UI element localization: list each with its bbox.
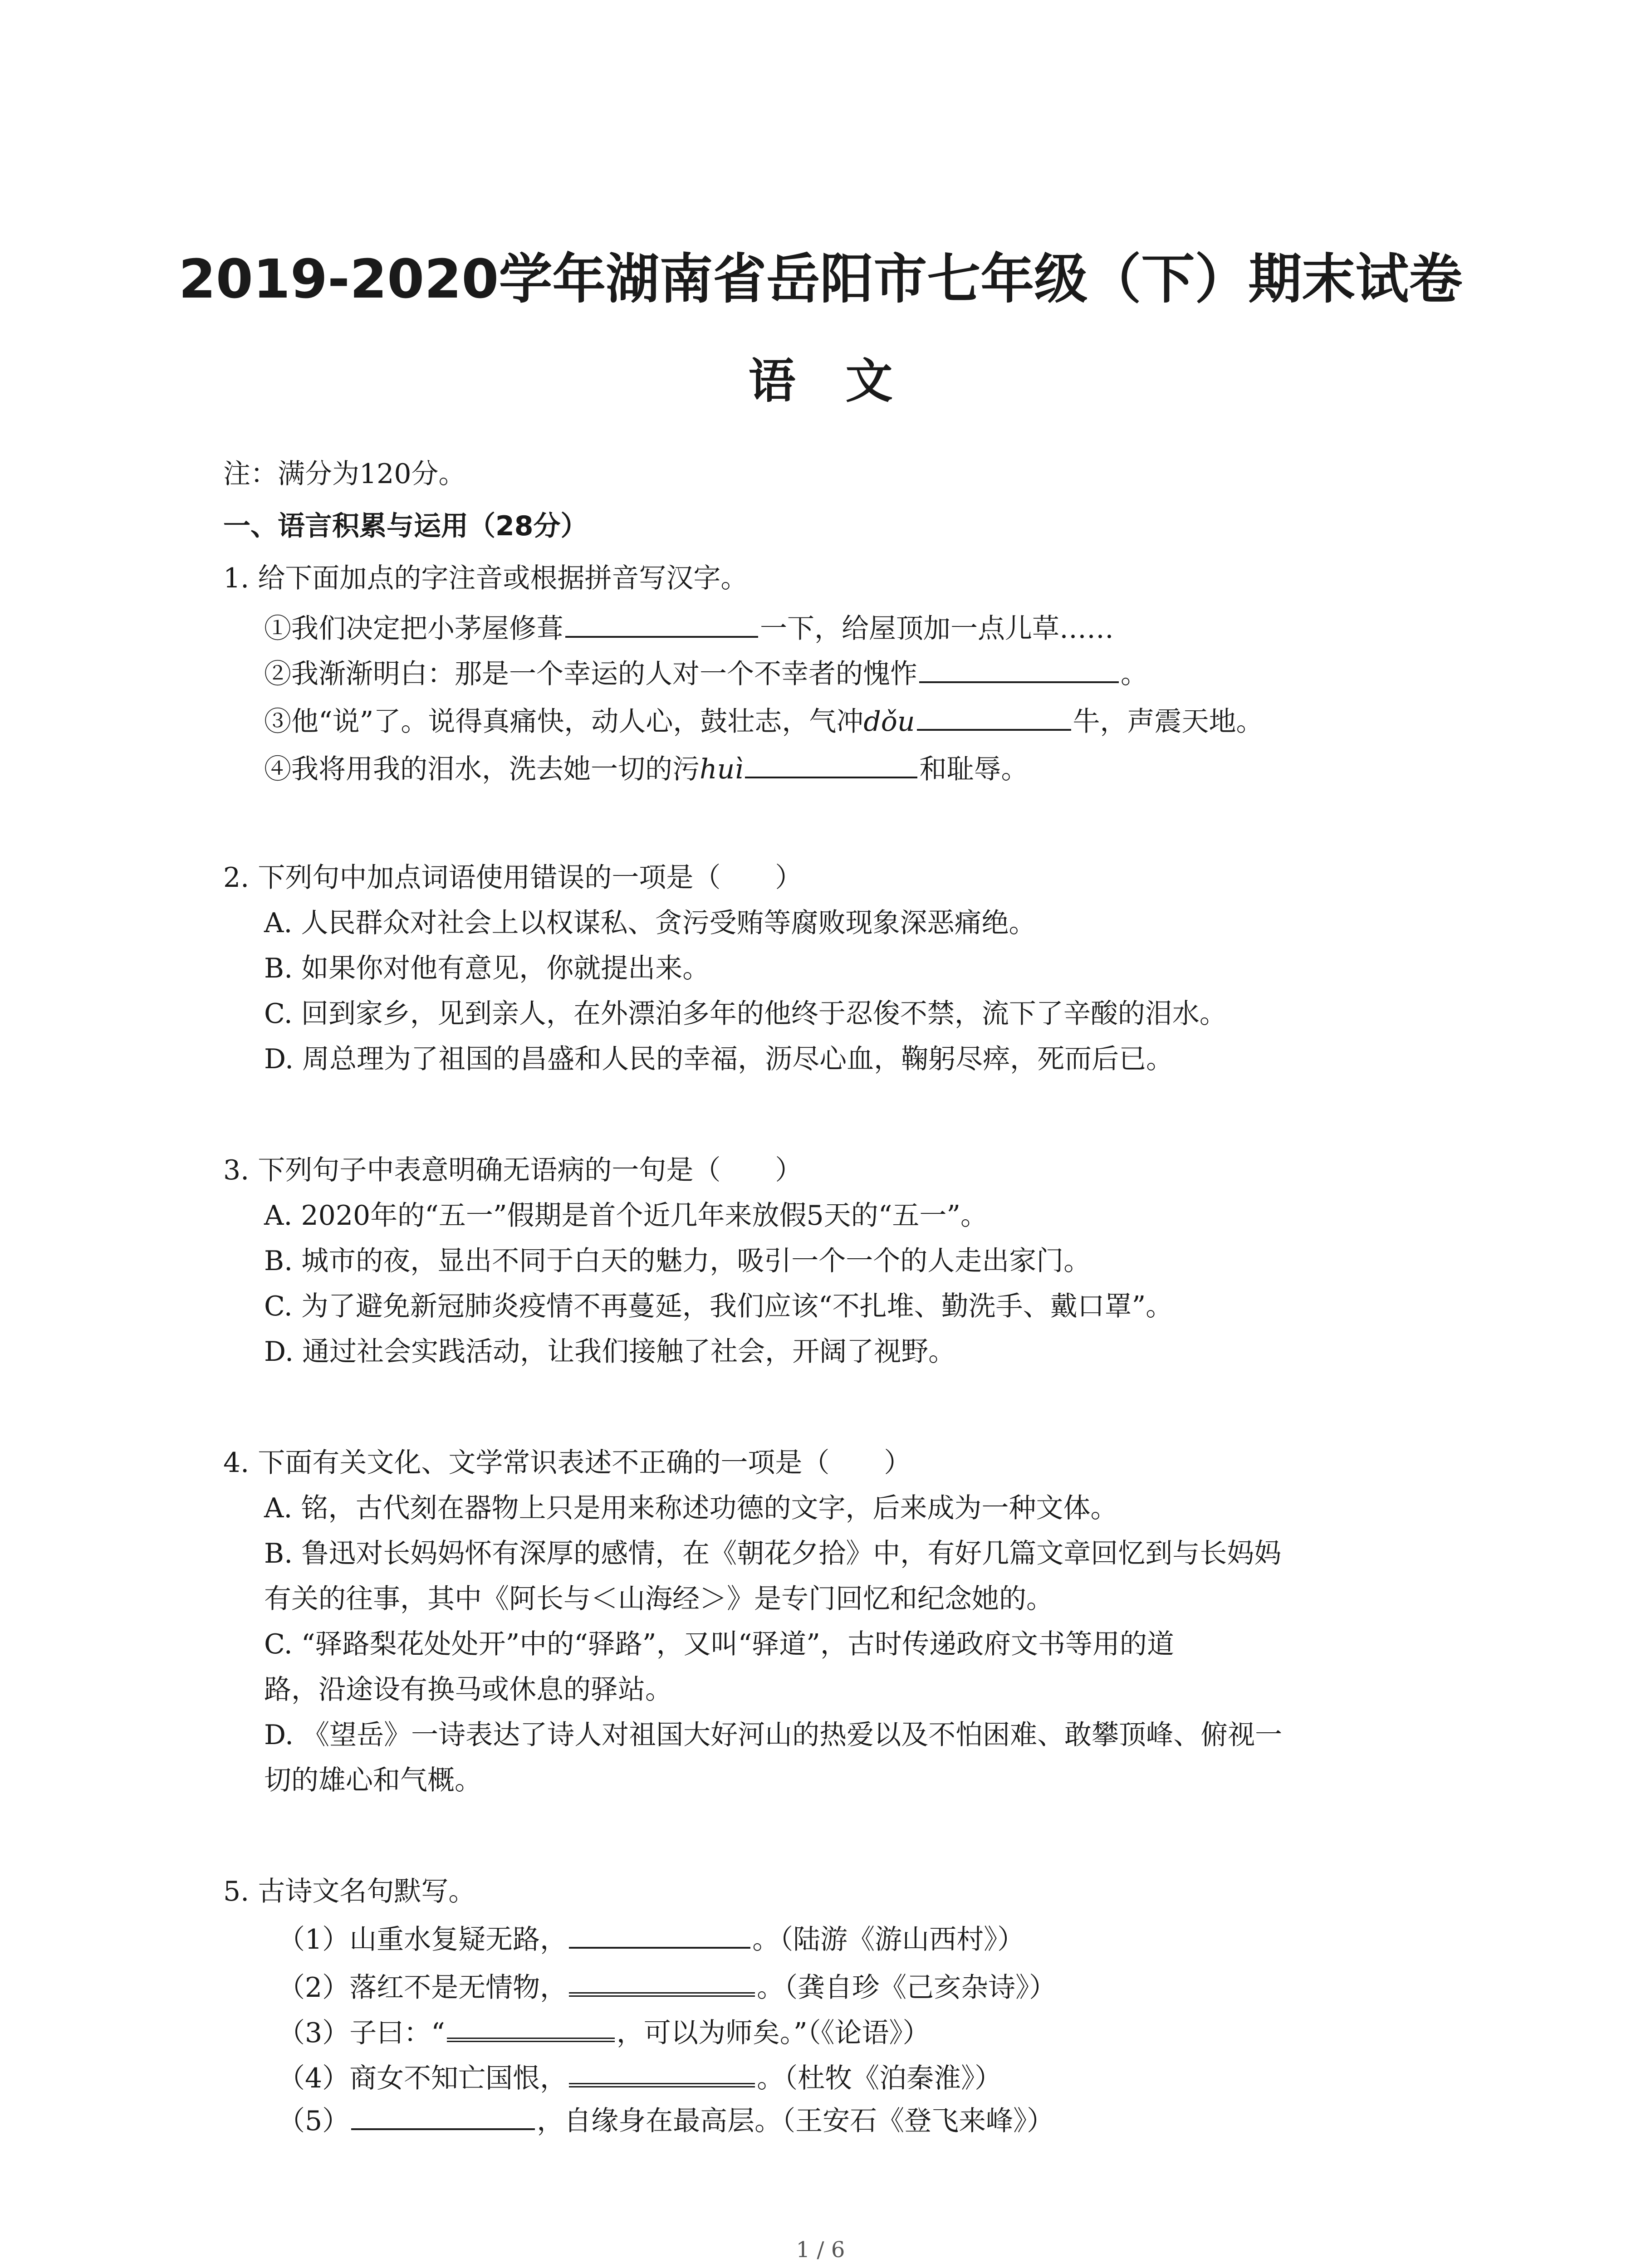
question-1-stem: 1. 给下面加点的字注音或根据拼音写汉字。: [223, 562, 748, 594]
option-d: D. 《望岳》一诗表达了诗人对祖国大好河山的热爱以及不怕困难、敢攀顶峰、俯视一: [264, 1719, 1283, 1751]
exam-title: 2019-2020学年湖南省岳阳市七年级（下）期末试卷: [178, 248, 1463, 310]
pinyin-text: dǒu: [863, 706, 915, 738]
option-a: A. 铭，古代刻在器物上只是用来称述功德的文字，后来成为一种文体。: [264, 1492, 1118, 1524]
answer-blank[interactable]: [745, 748, 917, 778]
answer-blank[interactable]: [569, 1964, 755, 1997]
item-text-before: 落红不是无情物，: [349, 1972, 568, 2004]
item-text-before: 山重水复疑无路，: [349, 1924, 568, 1955]
question-1-item: [264, 653, 1148, 692]
answer-blank[interactable]: [917, 701, 1071, 731]
option-b: B. 城市的夜，显出不同于白天的魅力，吸引一个一个的人走出家门。: [264, 1245, 1091, 1277]
section-heading: 一、语言积累与运用（28分）: [223, 510, 588, 542]
item-text-before: ②我渐渐明白：那是一个幸运的人对一个不幸者的愧怍: [264, 658, 917, 690]
page-number: 1 / 6: [796, 2237, 845, 2263]
poem-line-item: [278, 1964, 1056, 2006]
answer-blank[interactable]: [565, 608, 758, 638]
item-text-before: 子曰：“: [349, 2017, 445, 2049]
item-number: （2）: [278, 1972, 350, 2004]
item-text-after: 一下，给屋顶加一点儿草……: [760, 613, 1114, 645]
poem-line-item: [278, 2100, 1054, 2139]
option-b: B. 如果你对他有意见，你就提出来。: [264, 953, 710, 984]
option-d: D. 周总理为了祖国的昌盛和人民的幸福，沥尽心血，鞠躬尽瘁，死而后已。: [264, 1043, 1174, 1075]
option-d-continued: 切的雄心和气概。: [264, 1765, 482, 1796]
option-c: C. 为了避免新冠肺炎疫情不再蔓延，我们应该“不扎堆、勤洗手、戴口罩”。: [264, 1290, 1173, 1322]
answer-blank[interactable]: [919, 653, 1119, 683]
item-text-before: ③他“说”了。说得真痛快，动人心，鼓壮志，气冲: [264, 706, 864, 738]
answer-blank[interactable]: [569, 2055, 755, 2087]
item-text-after: 。（陆游《游山西村》）: [752, 1924, 1025, 1955]
item-text-after: ，可以为师矣。”（《论语》）: [616, 2017, 930, 2049]
exam-subject: 语文: [748, 353, 943, 409]
pinyin-text: huì: [700, 753, 744, 785]
score-note: 注：满分为120分。: [223, 458, 466, 490]
answer-blank[interactable]: [447, 2009, 615, 2042]
item-text-before: ①我们决定把小茅屋修葺: [264, 613, 563, 645]
item-text-after: 。: [1121, 658, 1148, 690]
item-text-after: 。（杜牧《泊秦淮》）: [757, 2063, 1002, 2094]
item-number: （5）: [278, 2105, 350, 2137]
question-5-stem: 5. 古诗文名句默写。: [223, 1876, 476, 1907]
poem-line-item: [278, 2055, 1002, 2097]
question-1-item: [264, 748, 1028, 787]
option-b-continued: 有关的往事，其中《阿长与＜山海经＞》是专门回忆和纪念她的。: [264, 1583, 1053, 1615]
item-number: （3）: [278, 2017, 350, 2049]
item-text-before: 商女不知亡国恨，: [349, 2063, 568, 2094]
poem-line-item: [278, 1919, 1024, 1958]
answer-blank[interactable]: [569, 1919, 750, 1949]
option-a: A. 2020年的“五一”假期是首个近几年来放假5天的“五一”。: [264, 1200, 988, 1232]
option-c-continued: 路，沿途设有换马或休息的驿站。: [264, 1674, 672, 1706]
option-a: A. 人民群众对社会上以权谋私、贪污受贿等腐败现象深恶痛绝。: [264, 907, 1036, 939]
question-1-item: [264, 701, 1264, 740]
question-2-stem: 2. 下列句中加点词语使用错误的一项是（ ）: [223, 862, 803, 894]
option-c: C. “驿路梨花处处开”中的“驿路”，又叫“驿道”，古时传递政府文书等用的道: [264, 1628, 1174, 1660]
option-d: D. 通过社会实践活动，让我们接触了社会，开阔了视野。: [264, 1336, 956, 1368]
poem-line-item: [278, 2009, 930, 2051]
item-text-after: 和耻辱。: [919, 753, 1029, 785]
item-text-after: 。（龚自珍《己亥杂诗》）: [757, 1972, 1057, 2004]
option-b: B. 鲁迅对长妈妈怀有深厚的感情，在《朝花夕拾》中，有好几篇文章回忆到与长妈妈: [264, 1538, 1282, 1569]
question-3-stem: 3. 下列句子中表意明确无语病的一句是（ ）: [223, 1154, 803, 1186]
question-4-stem: 4. 下面有关文化、文学常识表述不正确的一项是（ ）: [223, 1447, 911, 1479]
question-1-item: [264, 608, 1114, 647]
item-number: （1）: [278, 1924, 350, 1955]
item-text-before: ④我将用我的泪水，洗去她一切的污: [264, 753, 700, 785]
option-c: C. 回到家乡，见到亲人，在外漂泊多年的他终于忍俊不禁，流下了辛酸的泪水。: [264, 998, 1227, 1030]
item-number: （4）: [278, 2063, 350, 2094]
item-text-after: ，自缘身在最高层。（王安石《登飞来峰》）: [537, 2105, 1054, 2137]
item-text-after: 牛，声震天地。: [1073, 706, 1264, 738]
answer-blank[interactable]: [351, 2100, 535, 2130]
